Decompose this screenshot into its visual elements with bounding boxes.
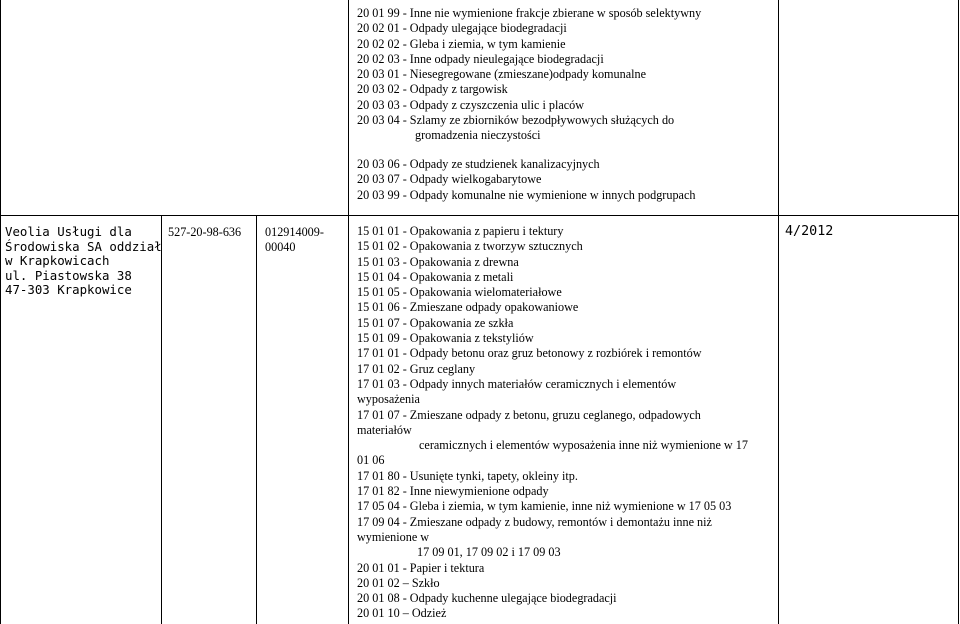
column-divider-nip xyxy=(256,215,257,624)
column-divider-regon xyxy=(348,0,349,624)
entry-date: 4/2012 xyxy=(785,224,834,239)
waste-code-line: 15 01 01 - Opakowania z papieru i tektury xyxy=(357,224,564,238)
row-divider xyxy=(0,215,959,216)
waste-codes-cell-upper xyxy=(357,6,701,144)
company-cell xyxy=(5,225,162,298)
waste-code-line: 17 01 80 - Usunięte tynki, tapety, okleiny itp. xyxy=(357,468,578,483)
waste-code-line: 20 02 01 - Odpady ulegające biodegradacji xyxy=(357,21,567,36)
waste-code-line: 17 01 03 - Odpady innych materiałów ceramicznych i elementów xyxy=(357,376,677,391)
waste-code-line: 20 03 06 - Odpady ze studzienek kanalizacyjnych xyxy=(357,157,600,171)
waste-code-line: 17 01 07 - Zmieszane odpady z betonu, gruzu ceglanego, odpadowych xyxy=(357,407,701,422)
waste-code-line: 20 01 02 – Szkło xyxy=(357,575,440,590)
company-line: Veolia Usługi dla xyxy=(5,224,132,239)
waste-code-line: 17 01 01 - Odpady betonu oraz gruz betonowy z rozbiórek i remontów xyxy=(357,346,702,361)
waste-code-line: 20 02 03 - Inne odpady nieulegające biodegradacji xyxy=(357,51,604,66)
waste-code-line: materiałów xyxy=(357,422,412,437)
waste-code-line: wyposażenia xyxy=(357,392,420,407)
waste-code-line: 20 01 01 - Papier i tektura xyxy=(357,560,485,575)
waste-codes-cell-lower xyxy=(357,224,748,622)
waste-code-line: 20 01 08 - Odpady kuchenne ulegające biodegradacji xyxy=(357,591,617,606)
waste-code-line: 17 01 02 - Gruz ceglany xyxy=(357,361,476,376)
waste-code-line: 20 03 07 - Odpady wielkogabarytowe xyxy=(357,172,542,187)
waste-code-line: 15 01 07 - Opakowania ze szkła xyxy=(357,315,514,330)
waste-code-line: ceramicznych i elementów wyposażenia inne niż wymienione w 17 xyxy=(419,438,748,453)
nip-cell xyxy=(168,225,241,240)
waste-code-line: 15 01 09 - Opakowania z tekstyliów xyxy=(357,331,534,346)
company-line: 47-303 Krapkowice xyxy=(5,282,132,297)
regon-cell xyxy=(265,225,324,256)
date-cell xyxy=(785,225,833,240)
waste-code-line: gromadzenia nieczystości xyxy=(415,128,541,143)
waste-code-line: 20 03 02 - Odpady z targowisk xyxy=(357,82,508,97)
waste-code-line: wymienione w xyxy=(357,529,430,544)
table-border-left xyxy=(0,0,1,624)
waste-code-line: 17 09 04 - Zmieszane odpady z budowy, remontów i demontażu inne niż xyxy=(357,514,712,529)
waste-code-line: 15 01 05 - Opakowania wielomateriałowe xyxy=(357,285,562,300)
waste-code-line: 20 03 99 - Odpady komunalne nie wymienione w innych podgrupach xyxy=(357,187,696,202)
waste-code-line: 20 01 99 - Inne nie wymienione frakcje zbierane w sposób selektywny xyxy=(357,6,702,20)
table-border-right xyxy=(958,0,959,624)
waste-code-line: 17 01 82 - Inne niewymienione odpady xyxy=(357,484,549,499)
waste-code-line: 20 02 02 - Gleba i ziemia, w tym kamienie xyxy=(357,36,566,51)
regon-line: 00040 xyxy=(265,240,296,255)
company-line: Środowiska SA oddział xyxy=(5,238,162,254)
waste-code-line: 15 01 02 - Opakowania z tworzyw sztucznych xyxy=(357,239,583,254)
waste-code-line: 15 01 06 - Zmieszane odpady opakowaniowe xyxy=(357,300,579,315)
column-divider-codes xyxy=(778,0,779,624)
waste-code-line: 20 01 10 – Odzież xyxy=(357,606,447,621)
waste-code-line: 20 03 01 - Niesegregowane (zmieszane)odpady komunalne xyxy=(357,67,647,82)
waste-code-line: 17 05 04 - Gleba i ziemia, w tym kamienie, inne niż wymienione w 17 05 03 xyxy=(357,499,732,514)
waste-code-line: 20 03 03 - Odpady z czyszczenia ulic i placów xyxy=(357,97,585,112)
waste-code-line: 01 06 xyxy=(357,453,385,468)
waste-code-line: 15 01 04 - Opakowania z metali xyxy=(357,269,514,284)
regon-line: 012914009- xyxy=(265,225,324,239)
waste-code-line: 15 01 03 - Opakowania z drewna xyxy=(357,254,519,269)
company-line: ul. Piastowska 38 xyxy=(5,267,132,283)
waste-code-line: 17 09 01, 17 09 02 i 17 09 03 xyxy=(417,545,561,560)
nip-value: 527-20-98-636 xyxy=(168,225,242,239)
company-line: w Krapkowicach xyxy=(5,253,110,268)
waste-code-line: 20 03 04 - Szlamy ze zbiorników bezodpływowych służących do xyxy=(357,113,675,128)
waste-codes-cell-upper-continued xyxy=(357,157,695,203)
